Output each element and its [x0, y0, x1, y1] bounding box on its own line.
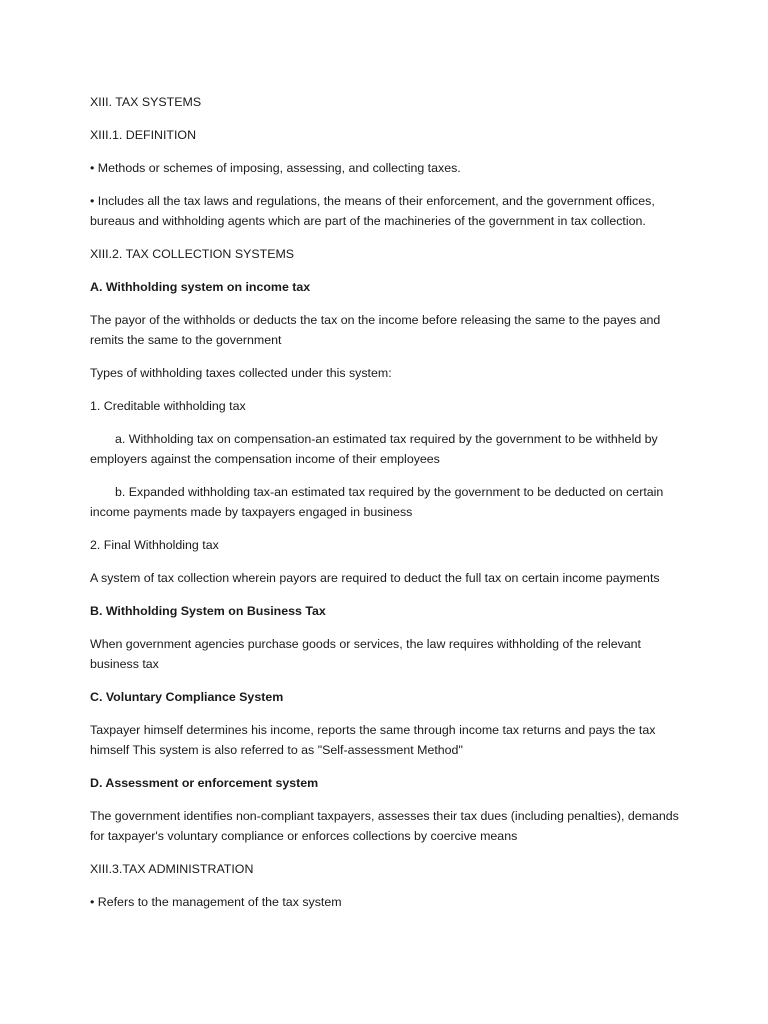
tax-administration-bullet: • Refers to the management of the tax system — [90, 895, 342, 909]
final-withholding-item: 2. Final Withholding tax — [90, 538, 219, 552]
tax-administration-heading: XIII.3.TAX ADMINISTRATION — [90, 862, 254, 876]
compensation-withholding-item: a. Withholding tax on compensation-an estimated tax required by the government to be withheld by employers against the compensation income of their employees — [90, 432, 658, 466]
withholding-types-text: Types of withholding taxes collected under this system: — [90, 366, 392, 380]
definition-heading: XIII.1. DEFINITION — [90, 128, 197, 142]
assessment-text: The government identifies non-compliant taxpayers, assesses their tax dues (including penalties), demands for taxpayer's voluntary compliance or enforces collections by coercive means — [90, 809, 679, 843]
assessment-heading: D. Assessment or enforcement system — [90, 776, 319, 790]
definition-bullet-2: • Includes all the tax laws and regulations, the means of their enforcement, and the government offices, bureaus and withholding agents which are part of the machineries of the government in tax collection. — [90, 194, 655, 228]
definition-bullet-1: • Methods or schemes of imposing, assessing, and collecting taxes. — [90, 161, 461, 175]
voluntary-compliance-heading: C. Voluntary Compliance System — [90, 690, 284, 704]
withholding-business-text: When government agencies purchase goods or services, the law requires withholding of the relevant business tax — [90, 637, 642, 671]
collection-heading: XIII.2. TAX COLLECTION SYSTEMS — [90, 247, 295, 261]
expanded-withholding-item: b. Expanded withholding tax-an estimated tax required by the government to be deducted on certain income payments made by taxpayers engaged in business — [90, 485, 664, 519]
withholding-business-heading: B. Withholding System on Business Tax — [90, 604, 326, 618]
document-page — [90, 92, 690, 925]
final-withholding-text: A system of tax collection wherein payors are required to deduct the full tax on certain income payments — [90, 571, 660, 585]
withholding-income-heading: A. Withholding system on income tax — [90, 280, 311, 294]
creditable-withholding-item: 1. Creditable withholding tax — [90, 399, 246, 413]
voluntary-compliance-text: Taxpayer himself determines his income, reports the same through income tax returns and pays the tax himself This system is also referred to as "Self-assessment Method" — [90, 723, 656, 757]
section-heading: XIII. TAX SYSTEMS — [90, 95, 202, 109]
withholding-income-text: The payor of the withholds or deducts the tax on the income before releasing the same to the payes and remits the same to the government — [90, 313, 661, 347]
